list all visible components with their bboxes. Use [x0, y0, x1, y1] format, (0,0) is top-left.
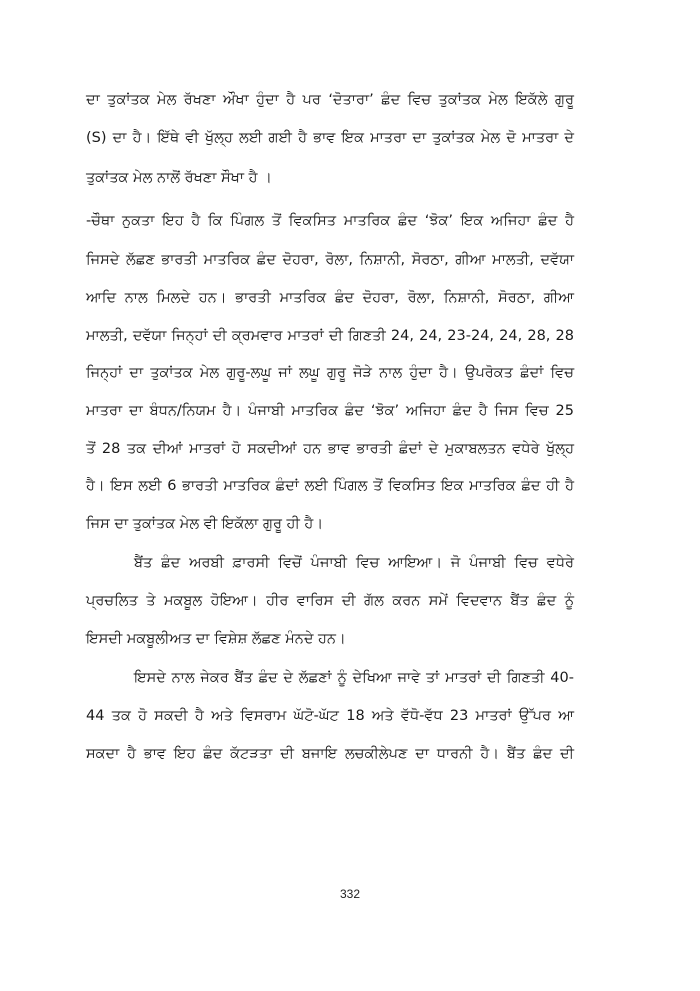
text-line: ਇਸਦੇ ਨਾਲ ਜੇਕਰ ਬੈਂਤ ਛੰਦ ਦੇ ਲੱਛਣਾਂ ਨੂੰ ਦੇਖਿਆ ਜਾਵੇ ਤਾਂ ਮਾਤਰਾਂ ਦੀ ਗਿਣਤੀ 40-	[134, 670, 574, 686]
text-line: ਜਿਸਦੇ ਲੱਛਣ ਭਾਰਤੀ ਮਾਤਰਿਕ ਛੰਦ ਦੋਹਰਾ, ਰੋਲਾ, ਨਿਸ਼ਾਨੀ, ਸੋਰਠਾ, ਗੀਆ ਮਾਲਤੀ, ਦਵੱਯਾ	[86, 252, 574, 268]
text-line: ਮਾਤਰਾ ਦਾ ਬੰਧਨ/ਨਿਯਮ ਹੈ। ਪੰਜਾਬੀ ਮਾਤਰਿਕ ਛੰਦ ‘ਝੋਕ’ ਅਜਿਹਾ ਛੰਦ ਹੈ ਜਿਸ ਵਿਚ 25	[86, 403, 574, 419]
text-line: ਜਿਸ ਦਾ ਤੁਕਾਂਤਕ ਮੇਲ ਵੀ ਇਕੱਲਾ ਗੁਰੂ ਹੀ ਹੈ।	[86, 516, 324, 532]
text-line: ਪ੍ਰਚਲਿਤ ਤੇ ਮਕਬੂਲ ਹੋਇਆ। ਹੀਰ ਵਾਰਿਸ ਦੀ ਗੱਲ ਕਰਨ ਸਮੇਂ ਵਿਦਵਾਨ ਬੈਂਤ ਛੰਦ ਨੂੰ	[86, 593, 574, 609]
page-number: 332	[339, 887, 361, 901]
text-line: ਤੋਂ 28 ਤਕ ਦੀਆਂ ਮਾਤਰਾਂ ਹੋ ਸਕਦੀਆਂ ਹਨ ਭਾਵ ਭਾਰਤੀ ਛੰਦਾਂ ਦੇ ਮੁਕਾਬਲਤਨ ਵਧੇਰੇ ਖੁੱਲ੍ਹ	[86, 441, 574, 457]
text-line: ਆਦਿ ਨਾਲ ਮਿਲਦੇ ਹਨ। ਭਾਰਤੀ ਮਾਤਰਿਕ ਛੰਦ ਦੋਹਰਾ, ਰੋਲਾ, ਨਿਸ਼ਾਨੀ, ਸੋਰਠਾ, ਗੀਆ	[86, 290, 574, 306]
text-line: ਦਾ ਤੁਕਾਂਤਕ ਮੇਲ ਰੱਖਣਾ ਔਖਾ ਹੁੰਦਾ ਹੈ ਪਰ ‘ਦੋਤਾਰਾ’ ਛੰਦ ਵਿਚ ਤੁਕਾਂਤਕ ਮੇਲ ਇਕੱਲੇ ਗੁਰੂ	[86, 92, 574, 108]
text-line: (S) ਦਾ ਹੈ। ਇੱਥੇ ਵੀ ਖੁੱਲ੍ਹ ਲਈ ਗਈ ਹੈ ਭਾਵ ਇਕ ਮਾਤਰਾ ਦਾ ਤੁਕਾਂਤਕ ਮੇਲ ਦੋ ਮਾਤਰਾ ਦੇ	[86, 130, 574, 146]
text-line: ਤੁਕਾਂਤਕ ਮੇਲ ਨਾਲੋਂ ਰੱਖਣਾ ਸੌਖਾ ਹੈ ।	[86, 170, 272, 186]
text-line: ਸਕਦਾ ਹੈ ਭਾਵ ਇਹ ਛੰਦ ਕੱਟੜਤਾ ਦੀ ਬਜਾਇ ਲਚਕੀਲੇਪਣ ਦਾ ਧਾਰਨੀ ਹੈ। ਬੈਂਤ ਛੰਦ ਦੀ	[86, 746, 574, 762]
text-line: ਹੈ। ਇਸ ਲਈ 6 ਭਾਰਤੀ ਮਾਤਰਿਕ ਛੰਦਾਂ ਲਈ ਪਿੰਗਲ ਤੋਂ ਵਿਕਸਿਤ ਇਕ ਮਾਤਰਿਕ ਛੰਦ ਹੀ ਹੈ	[86, 478, 574, 494]
text-line: 44 ਤਕ ਹੋ ਸਕਦੀ ਹੈ ਅਤੇ ਵਿਸਰਾਮ ਘੱਟੋ-ਘੱਟ 18 ਅਤੇ ਵੱਧੋ-ਵੱਧ 23 ਮਾਤਰਾਂ ਉੱਪਰ ਆ	[86, 708, 574, 724]
text-line: ਮਾਲਤੀ, ਦਵੱਯਾ ਜਿਨ੍ਹਾਂ ਦੀ ਕ੍ਰਮਵਾਰ ਮਾਤਰਾਂ ਦੀ ਗਿਣਤੀ 24, 24, 23-24, 24, 28, 28	[86, 328, 574, 344]
text-line: ਬੈਂਤ ਛੰਦ ਅਰਬੀ ਫ਼ਾਰਸੀ ਵਿਚੋਂ ਪੰਜਾਬੀ ਵਿਚ ਆਇਆ। ਜੋ ਪੰਜਾਬੀ ਵਿਚ ਵਧੇਰੇ	[134, 555, 574, 571]
text-line: ਇਸਦੀ ਮਕਬੂਲੀਅਤ ਦਾ ਵਿਸ਼ੇਸ਼ ਲੱਛਣ ਮੰਨਦੇ ਹਨ।	[86, 631, 346, 647]
text-line: -ਚੌਥਾ ਨੁਕਤਾ ਇਹ ਹੈ ਕਿ ਪਿੰਗਲ ਤੋਂ ਵਿਕਸਿਤ ਮਾਤਰਿਕ ਛੰਦ ‘ਝੋਕ’ ਇਕ ਅਜਿਹਾ ਛੰਦ ਹੈ	[86, 213, 574, 229]
text-line: ਜਿਨ੍ਹਾਂ ਦਾ ਤੁਕਾਂਤਕ ਮੇਲ ਗੁਰੂ-ਲਘੂ ਜਾਂ ਲਘੂ ਗੁਰੂ ਜੋੜੇ ਨਾਲ ਹੁੰਦਾ ਹੈ। ਉਪਰੋਕਤ ਛੰਦਾਂ ਵਿਚ	[86, 365, 574, 381]
